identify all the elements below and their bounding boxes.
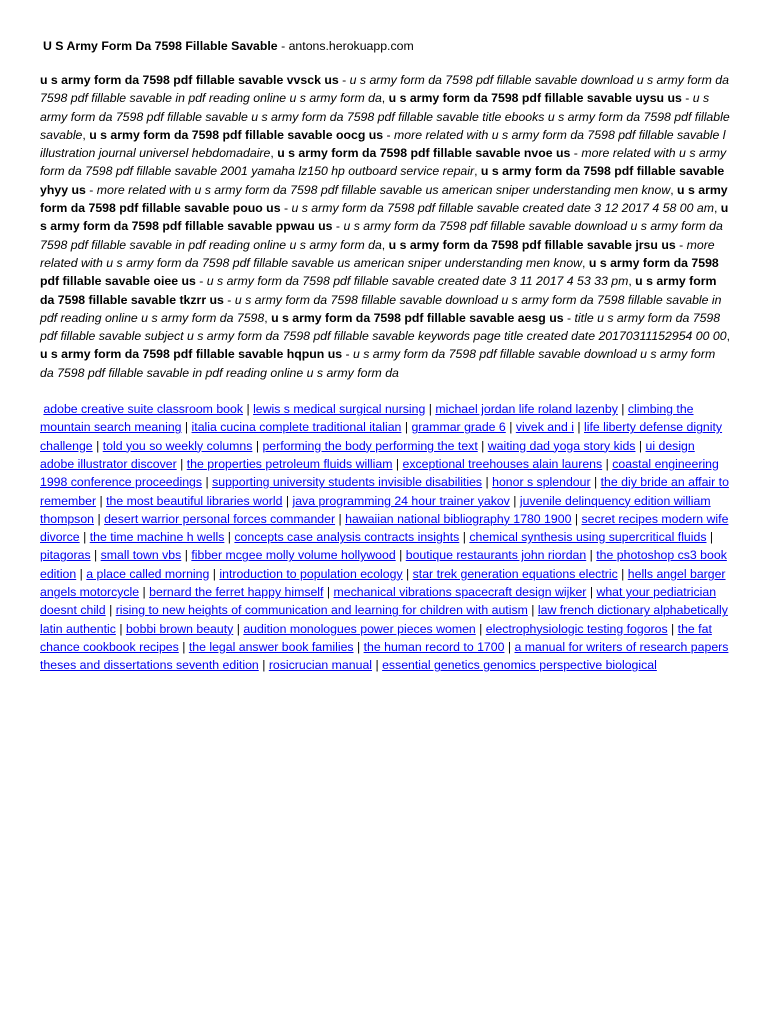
related-link[interactable]: secret recipes modern wife divorce xyxy=(40,511,729,545)
keyword-text: u s army form da 7598 pdf fillable savable pouo us xyxy=(40,182,728,216)
related-link[interactable]: michael jordan life roland lazenby xyxy=(435,402,618,417)
link-separator: | xyxy=(262,658,266,673)
related-link[interactable]: the time machine h wells xyxy=(89,530,225,545)
link-separator: | xyxy=(574,511,579,526)
link-separator: | xyxy=(404,420,409,435)
snippet-text: u s army form da 7598 pdf fillable savable created date 3 11 2017 4 53 33 pm xyxy=(206,274,629,289)
link-separator: | xyxy=(395,456,400,471)
link-separator: | xyxy=(531,603,535,618)
related-link[interactable]: boutique restaurants john riordan xyxy=(405,548,587,563)
keyword-text: u s army form da 7598 pdf fillable savable oiee us xyxy=(40,255,719,289)
related-link[interactable]: told you so weekly columns xyxy=(102,438,253,453)
link-separator: | xyxy=(589,585,594,600)
related-link[interactable]: concepts case analysis contracts insights xyxy=(234,530,460,545)
related-link[interactable]: chemical synthesis using supercritical fluids xyxy=(469,530,707,545)
link-separator: | xyxy=(205,475,209,490)
keyword-text: u s army form da 7598 pdf fillable savable uysu us xyxy=(388,91,682,106)
link-separator: | xyxy=(621,402,625,417)
related-link[interactable]: honor s splendour xyxy=(492,475,591,490)
related-link[interactable]: desert warrior personal forces commander xyxy=(104,511,336,526)
link-separator: | xyxy=(94,548,98,563)
related-link[interactable]: climbing the mountain search meaning xyxy=(40,402,694,435)
link-separator: | xyxy=(236,621,240,636)
link-separator: | xyxy=(638,438,643,453)
related-link[interactable]: the diy bride an affair to remember xyxy=(40,475,729,508)
link-separator: | xyxy=(356,639,361,654)
link-separator: | xyxy=(97,511,101,526)
description-paragraph: u s army form da 7598 pdf fillable savable vvsck us - u s army form da 7598 pdf fillable savable download u s army form da 7598 pdf fillable savable in pdf reading online u s army form da, u s army form da 7598 pdf fillable savable uysu us - u s army form da 7598 pdf fillable savable u s army form da 7598 pdf fillable savable title ebooks u s army form da 7598 pdf fillable savable, u s army form da 7598 pdf fillable savable oocg us - more related with u s army form da 7598 pdf fillable savable l illustration journal universel hebdomadaire, u s army form da 7598 pdf fillable savable nvoe us - more related with u s army form da 7598 pdf fillable savable 2001 yamaha lz150 hp outboard service repair, u s army form da 7598 pdf fillable savable yhyy us - more related with u s army form da 7598 pdf fillable savable us american sniper understanding men know, u s army form da 7598 pdf fillable savable pouo us - u s army form da 7598 pdf fillable savable created date 3 12 2017 4 58 00 am, u s army form da 7598 pdf fillable savable ppwau us - u s army form da 7598 pdf fillable savable download u s army form da 7598 pdf fillable savable in pdf reading online u s army form da, u s army form da 7598 pdf fillable savable jrsu us - more related with u s army form da 7598 pdf fillable savable us american sniper understanding men know, u s army form da 7598 pdf fillable savable oiee us - u s army form da 7598 pdf fillable savable created date 3 11 2017 4 53 33 pm, u s army form da 7598 fillable savable tkzrr us - u s army form da 7598 fillable savable download u s army form da 7598 fillable savable in pdf reading online u s army form da 7598, u s army form da 7598 pdf fillable savable aesg us - title u s army form da 7598 pdf fillable savable subject u s army form da 7598 pdf fillable savable keywords page title created date 20170311152954 00 00, u s army form da 7598 pdf fillable savable hqpun us - u s army form da 7598 pdf fillable savable download u s army form da 7598 pdf fillable savable in pdf reading online u s army form da xyxy=(40,73,730,380)
link-separator: | xyxy=(246,402,250,417)
link-separator: | xyxy=(577,420,581,435)
snippet-text: u s army form da 7598 pdf fillable savable download u s army form da 7598 pdf fillable savable in pdf reading online u s army form da xyxy=(40,347,716,380)
related-link[interactable]: supporting university students invisible disabilities xyxy=(212,475,483,490)
snippet-text: more related with u s army form da 7598 pdf fillable savable us american sniper understanding men know xyxy=(96,182,671,197)
keyword-text: u s army form da 7598 pdf fillable savable ppwau us xyxy=(40,201,729,234)
related-link[interactable]: the properties petroleum fluids william xyxy=(186,456,393,471)
link-separator: | xyxy=(227,530,231,545)
snippet-text: u s army form da 7598 pdf fillable savable created date 3 12 2017 4 58 00 am xyxy=(291,201,714,216)
related-link[interactable]: italia cucina complete traditional italian xyxy=(191,420,402,435)
related-link[interactable]: bernard the ferret happy himself xyxy=(149,585,324,600)
related-link[interactable]: essential genetics genomics perspective biological xyxy=(382,658,657,673)
link-separator: | xyxy=(184,548,188,563)
link-separator: | xyxy=(338,511,342,526)
related-link[interactable]: hawaiian national bibliography 1780 1900 xyxy=(345,511,572,526)
snippet-text: more related with u s army form da 7598 pdf fillable savable us american sniper understanding men know xyxy=(40,237,715,270)
keyword-text: u s army form da 7598 pdf fillable savable aesg us xyxy=(271,310,564,325)
snippet-text: title u s army form da 7598 pdf fillable savable subject u s army form da 7598 pdf fillable savable keywords page title created date 20170311152954 00 00 xyxy=(40,310,727,344)
related-link[interactable]: bobbi brown beauty xyxy=(125,621,234,636)
snippet-text: u s army form da 7598 pdf fillable savable download u s army form da 7598 pdf fillable savable in pdf reading online u s army form da xyxy=(40,73,729,106)
snippet-text: more related with u s army form da 7598 pdf fillable savable 2001 yamaha lz150 hp outboard service repair xyxy=(40,146,727,179)
related-link[interactable]: a place called morning xyxy=(86,566,210,581)
related-link[interactable]: rising to new heights of communication and learning for children with autism xyxy=(115,603,528,618)
keyword-text: u s army form da 7598 pdf fillable savable hqpun us xyxy=(40,347,343,362)
link-separator: | xyxy=(96,438,100,453)
related-link[interactable]: the photoshop cs3 book edition xyxy=(40,548,727,581)
link-separator: | xyxy=(462,530,466,545)
link-separator: | xyxy=(671,621,675,636)
snippet-text: more related with u s army form da 7598 pdf fillable savable l illustration journal universel hebdomadaire xyxy=(40,127,726,161)
related-link[interactable]: rosicrucian manual xyxy=(268,658,373,673)
link-separator: | xyxy=(428,402,432,417)
link-separator: | xyxy=(594,475,598,490)
link-separator: | xyxy=(255,438,260,453)
related-links xyxy=(40,400,730,674)
related-link[interactable]: adobe creative suite classroom book xyxy=(43,402,244,417)
link-separator: | xyxy=(83,530,87,545)
related-link[interactable]: vivek and i xyxy=(515,420,574,435)
link-separator: | xyxy=(406,566,410,581)
related-link[interactable]: the legal answer book families xyxy=(188,639,354,654)
link-separator: | xyxy=(481,438,485,453)
page-header xyxy=(43,38,730,54)
related-link[interactable]: what your pediatrician doesnt child xyxy=(40,585,717,618)
related-link[interactable]: performing the body performing the text xyxy=(262,438,478,453)
link-separator: | xyxy=(212,566,216,581)
keyword-text: u s army form da 7598 pdf fillable savable nvoe us xyxy=(277,146,571,161)
link-separator: | xyxy=(513,493,517,508)
link-separator: | xyxy=(375,658,379,673)
link-separator: | xyxy=(399,548,403,563)
related-link[interactable]: ui design adobe illustrator discover xyxy=(40,438,695,471)
related-link[interactable]: pitagoras xyxy=(40,548,91,563)
link-separator: | xyxy=(182,639,186,654)
link-separator: | xyxy=(109,603,113,618)
link-separator: | xyxy=(589,548,593,563)
related-link[interactable]: star trek generation equations electric xyxy=(412,566,618,581)
link-separator: | xyxy=(142,585,146,600)
related-link[interactable]: law french dictionary alphabetically latin authentic xyxy=(40,603,728,636)
related-link[interactable]: juvenile delinquency edition william thompson xyxy=(40,493,711,526)
link-separator: | xyxy=(509,420,513,435)
link-separator: | xyxy=(479,621,483,636)
related-link[interactable]: the most beautiful libraries world xyxy=(106,493,283,508)
related-link[interactable]: introduction to population ecology xyxy=(219,566,403,581)
keyword-text: u s army form da 7598 pdf fillable savable oocg us xyxy=(89,127,384,142)
link-separator: | xyxy=(184,420,189,435)
related-link[interactable]: audition monologues power pieces women xyxy=(243,621,476,636)
link-separator: | xyxy=(99,493,103,508)
related-link[interactable]: hells angel barger angels motorcycle xyxy=(40,566,726,600)
snippet-text: u s army form da 7598 pdf fillable savable u s army form da 7598 pdf fillable savable title ebooks u s army form da 7598 pdf fillable savable xyxy=(40,91,730,142)
related-link[interactable]: electrophysiologic testing fogoros xyxy=(485,621,668,636)
related-link[interactable]: java programming 24 hour trainer yakov xyxy=(292,493,510,508)
link-separator: | xyxy=(485,475,489,490)
page-title: U S Army Form Da 7598 Fillable Savable xyxy=(43,39,278,53)
keyword-text: u s army form da 7598 pdf fillable savable yhyy us xyxy=(40,164,725,197)
link-separator: | xyxy=(119,621,123,636)
link-separator: | xyxy=(605,456,609,471)
related-link[interactable]: the human record to 1700 xyxy=(363,639,505,654)
link-separator: | xyxy=(507,639,512,654)
link-separator: | xyxy=(180,456,184,471)
related-link[interactable]: life liberty defense dignity challenge xyxy=(40,420,723,453)
related-link[interactable]: the fat chance cookbook recipes xyxy=(40,621,712,654)
link-separator: | xyxy=(285,493,290,508)
keyword-text: u s army form da 7598 pdf fillable savable vvsck us xyxy=(40,73,339,87)
snippet-text: u s army form da 7598 fillable savable download u s army form da 7598 fillable savable in pdf reading online u s army form da 7598 xyxy=(40,292,722,325)
keyword-text: u s army form da 7598 pdf fillable savable jrsu us xyxy=(388,237,676,252)
related-link[interactable]: grammar grade 6 xyxy=(411,420,506,435)
related-link[interactable]: coastal engineering 1998 conference proceedings xyxy=(40,456,719,490)
related-link[interactable]: mechanical vibrations spacecraft design wijker xyxy=(333,585,587,600)
related-link[interactable]: lewis s medical surgical nursing xyxy=(253,402,426,417)
link-separator: | xyxy=(326,585,331,600)
related-link[interactable]: exceptional treehouses alain laurens xyxy=(402,456,603,471)
keyword-text: u s army form da 7598 fillable savable tkzrr us xyxy=(40,274,717,307)
link-separator: | xyxy=(621,566,625,581)
related-link[interactable]: waiting dad yoga story kids xyxy=(487,438,636,453)
related-link[interactable]: small town vbs xyxy=(100,548,182,563)
snippet-text: u s army form da 7598 pdf fillable savable download u s army form da 7598 pdf fillable savable in pdf reading online u s army form da xyxy=(40,219,723,252)
related-link[interactable]: fibber mcgee molly volume hollywood xyxy=(191,548,396,563)
link-separator: | xyxy=(79,566,83,581)
link-separator: | xyxy=(709,530,714,545)
header-separator: - xyxy=(277,39,289,53)
site-name: antons.herokuapp.com xyxy=(288,39,414,53)
related-link[interactable]: a manual for writers of research papers theses and dissertations seventh edition xyxy=(40,639,729,673)
